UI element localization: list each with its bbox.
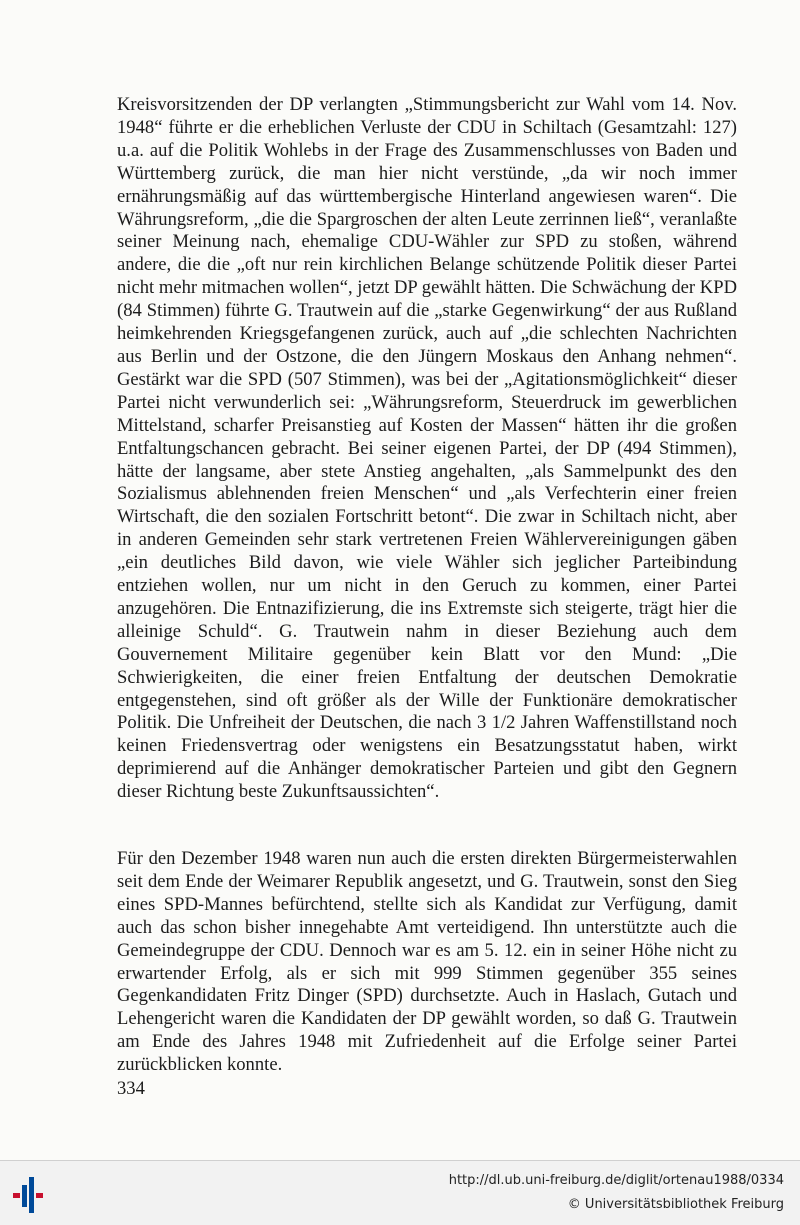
viewer-footer	[0, 1160, 800, 1225]
page-number: 334	[117, 1078, 145, 1099]
source-url-link[interactable]: http://dl.ub.uni-freiburg.de/diglit/ortenau1988/0334	[448, 1173, 784, 1188]
ub-freiburg-logo-icon	[10, 1175, 50, 1215]
body-paragraph: Kreisvorsitzenden der DP verlangten „Stimmungsbericht zur Wahl vom 14. Nov. 1948“ führte er die erheblichen Verluste der CDU in Schiltach (Gesamtzahl: 127) u.a. auf die Politik Wohlebs in der Frage des Zusammenschlusses von Baden und Württemberg zurück, die man hier nicht verstünde, „da wir noch immer ernährungsmäßig auf das württembergische Hinterland angewiesen waren“. Die Währungsreform, „die die Spargroschen der alten Leute zerrinnen ließ“, veranlaßte seiner Meinung nach, ehemalige CDU-Wähler zur SPD zu stoßen, während andere, die die „oft nur rein kirchlichen Belange schützende Politik dieser Partei nicht mehr mitmachen wollen“, jetzt DP gewählt hätten. Die Schwächung der KPD (84 Stimmen) führte G. Trautwein auf die „starke Gegenwirkung“ der aus Rußland heimkehrenden Kriegsgefangenen zurück, auch auf „die schlechten Nachrichten aus Berlin und der Ostzone, die den Jüngern Moskaus den Anhang nehmen“. Gestärkt war die SPD (507 Stimmen), was bei der „Agitationsmöglichkeit“ dieser Partei nicht verwunderlich sei: „Währungsreform, Steuerdruck im gewerblichen Mittelstand, scharfer Preisanstieg auf Kosten der Massen“ hätten ihr die großen Entfaltungschancen gebracht. Bei seiner eigenen Partei, der DP (494 Stimmen), hätte der langsame, aber stete Anstieg angehalten, „als Sammelpunkt des den Sozialismus ablehnenden freien Menschen“ und „als Verfechterin einer freien Wirtschaft, die den sozialen Fortschritt betont“. Die zwar in Schiltach nicht, aber in anderen Gemeinden sehr stark vertretenen Freien Wählervereinigungen gäben „ein deutliches Bild davon, wie viele Wähler sich jeglicher Parteibindung entziehen wollen, nur um nicht in den Geruch zu kommen, einer Partei anzugehören. Die Entnazifizierung, die ins Extremste sich steigerte, trägt hier die alleinige Schuld“. G. Trautwein nahm in dieser Beziehung auch dem Gouvernement Militaire gegenüber kein Blatt vor den Mund: „Die Schwierigkeiten, die einer freien Entfaltung der deutschen Demokratie entgegenstehen, sind oft größer als der Wille der Funktionäre demokratischer Politik. Die Unfreiheit der Deutschen, die nach 3 1/2 Jahren Waffenstillstand noch keinen Friedensvertrag oder wenigstens ein Besatzungsstatut haben, wirkt deprimierend auf die Anhänger demokratischer Parteien und gibt den Gegnern dieser Richtung beste Zukunftsaussichten“.	[117, 94, 737, 803]
body-paragraph: Für den Dezember 1948 waren nun auch die ersten direkten Bürgermeisterwahlen seit dem Ende der Weimarer Republik angesetzt, und G. Trautwein, sonst den Sieg eines SPD-Mannes befürchtend, stellte sich als Kandidat zur Verfügung, damit auch das schon bisher innegehabte Amt verteidigend. Ihn unterstützte auch die Gemeindegruppe der CDU. Dennoch war es am 5. 12. ein in seiner Höhe nicht zu erwartender Erfolg, als er sich mit 999 Stimmen gegenüber 355 seines Gegenkandidaten Fritz Dinger (SPD) durchsetzte. Auch in Haslach, Gutach und Lehengericht waren die Kandidaten der DP gewählt worden, so daß G. Trautwein am Ende des Jahres 1948 mit Zufriedenheit auf die Erfolge seiner Partei zurückblicken konnte.	[117, 848, 737, 1076]
copyright-notice: © Universitätsbibliothek Freiburg	[567, 1197, 784, 1212]
